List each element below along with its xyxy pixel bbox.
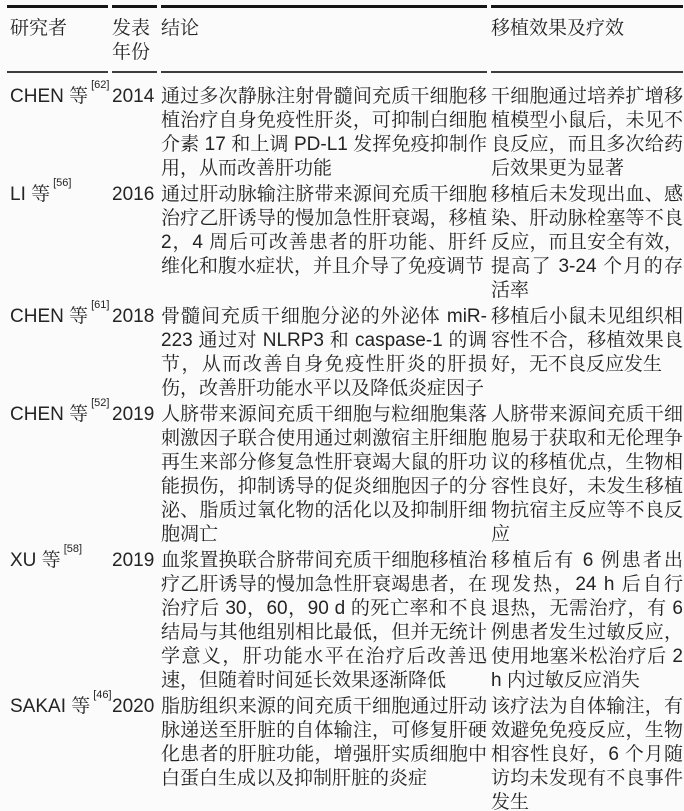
conclusion-cell: 通过多次静脉注射骨髓间充质干细胞移植治疗自身免疫性肝炎，可抑制白细胞介素 17 和上调 PD-L1 发挥免疫抑制作用，从而改善肝功能 xyxy=(161,86,487,179)
researcher-cell xyxy=(7,73,108,181)
table-row xyxy=(7,542,683,693)
year-cell: 2018 xyxy=(112,306,155,327)
researcher-cell xyxy=(7,176,108,303)
effect-cell: 移植后未发现出血、感染、肝动脉栓塞等不良反应，而且安全有效，提高了 3-24 个月的存活率 xyxy=(491,184,683,301)
citation-ref: [56] xyxy=(53,176,72,189)
researcher-name: LI 等 xyxy=(10,184,51,205)
researcher-name: CHEN 等 xyxy=(10,306,89,327)
table-row xyxy=(7,688,683,811)
header-conclusion: 结论 xyxy=(161,5,487,73)
table-row xyxy=(7,73,683,181)
table-header-row xyxy=(7,5,683,73)
year-cell: 2019 xyxy=(112,550,155,571)
researcher-name: CHEN 等 xyxy=(10,404,89,425)
year-cell: 2020 xyxy=(112,696,155,717)
year-cell: 2014 xyxy=(112,86,155,107)
citation-ref: [62] xyxy=(91,78,110,91)
researcher-cell xyxy=(7,688,112,811)
conclusion-cell: 脂肪组织来源的间充质干细胞通过肝动脉递送至肝脏的自体输注，可修复肝硬化患者的肝脏功能，增强肝实质细胞中白蛋白生成以及抑制肝脏的炎症 xyxy=(161,696,487,789)
citation-ref: [58] xyxy=(63,542,83,555)
researcher-name: SAKAI 等 xyxy=(10,696,91,717)
table-row xyxy=(7,176,683,303)
year-cell: 2019 xyxy=(112,404,155,425)
conclusion-cell: 人脐带来源间充质干细胞与粒细胞集落刺激因子联合使用通过刺激宿主肝细胞再生来部分修复急性肝衰竭大鼠的肝功能损伤，抑制诱导的促炎细胞因子的分泌、脂质过氧化物的活化以及抑制肝细胞凋亡 xyxy=(161,404,487,545)
table-row xyxy=(7,298,683,401)
conclusion-cell: 骨髓间充质干细胞分泌的外泌体 miR-223 通过对 NLRP3 和 caspase-1 的调节，从而改善自身免疫性肝炎的肝损伤，改善肝功能水平以及降低炎症因子 xyxy=(161,306,487,399)
effect-cell: 干细胞通过培养扩增移植模型小鼠后，未见不良反应，而且多次给药后效果更为显著 xyxy=(491,86,683,179)
effect-cell: 移植后有 6 例患者出现发热，24 h 后自行退热，无需治疗，有 6 例患者发生过敏反应，使用地塞米松治疗后 2 h 内过敏反应消失 xyxy=(491,550,683,691)
header-researcher: 研究者 xyxy=(7,5,108,73)
citation-ref: [61] xyxy=(91,298,110,311)
table-row xyxy=(7,396,683,547)
header-effect: 移植效果及疗效 xyxy=(491,5,683,73)
researcher-name: CHEN 等 xyxy=(10,86,89,107)
conclusion-cell: 血浆置换联合脐带间充质干细胞移植治疗乙肝诱导的慢加急性肝衰竭患者，在治疗后 30，60，90 d 的死亡率和不良结局与其他组别相比最低，但并无统计学意义，肝功能水平在治疗后改善迅速，但随着时间延长效果逐渐降低 xyxy=(161,550,487,691)
year-cell: 2016 xyxy=(112,184,155,205)
citation-ref: [52] xyxy=(91,396,110,409)
header-year: 发表年份 xyxy=(112,5,157,73)
researcher-name: XU 等 xyxy=(10,550,61,571)
effect-cell: 人脐带来源间充质干细胞易于获取和无伦理争议的移植优点，生物相容性良好，未发生移植物抗宿主反应等不良反应 xyxy=(491,404,683,545)
citation-ref: [46] xyxy=(93,688,112,701)
effect-cell: 该疗法为自体输注，有效避免免疫反应，生物相容性良好，6 个月随访均未发现有不良事件发生 xyxy=(491,696,683,811)
conclusion-cell: 通过肝动脉输注脐带来源间充质干细胞治疗乙肝诱导的慢加急性肝衰竭，移植 2，4 周后可改善患者的肝功能、肝纤维化和腹水症状，并且介导了免疫调节 xyxy=(161,184,487,277)
researcher-cell xyxy=(7,542,108,693)
researcher-cell xyxy=(7,396,110,547)
effect-cell: 移植后小鼠未见组织相容性不合，移植效果良好，无不良反应发生 xyxy=(491,306,683,375)
researcher-cell xyxy=(7,298,110,401)
